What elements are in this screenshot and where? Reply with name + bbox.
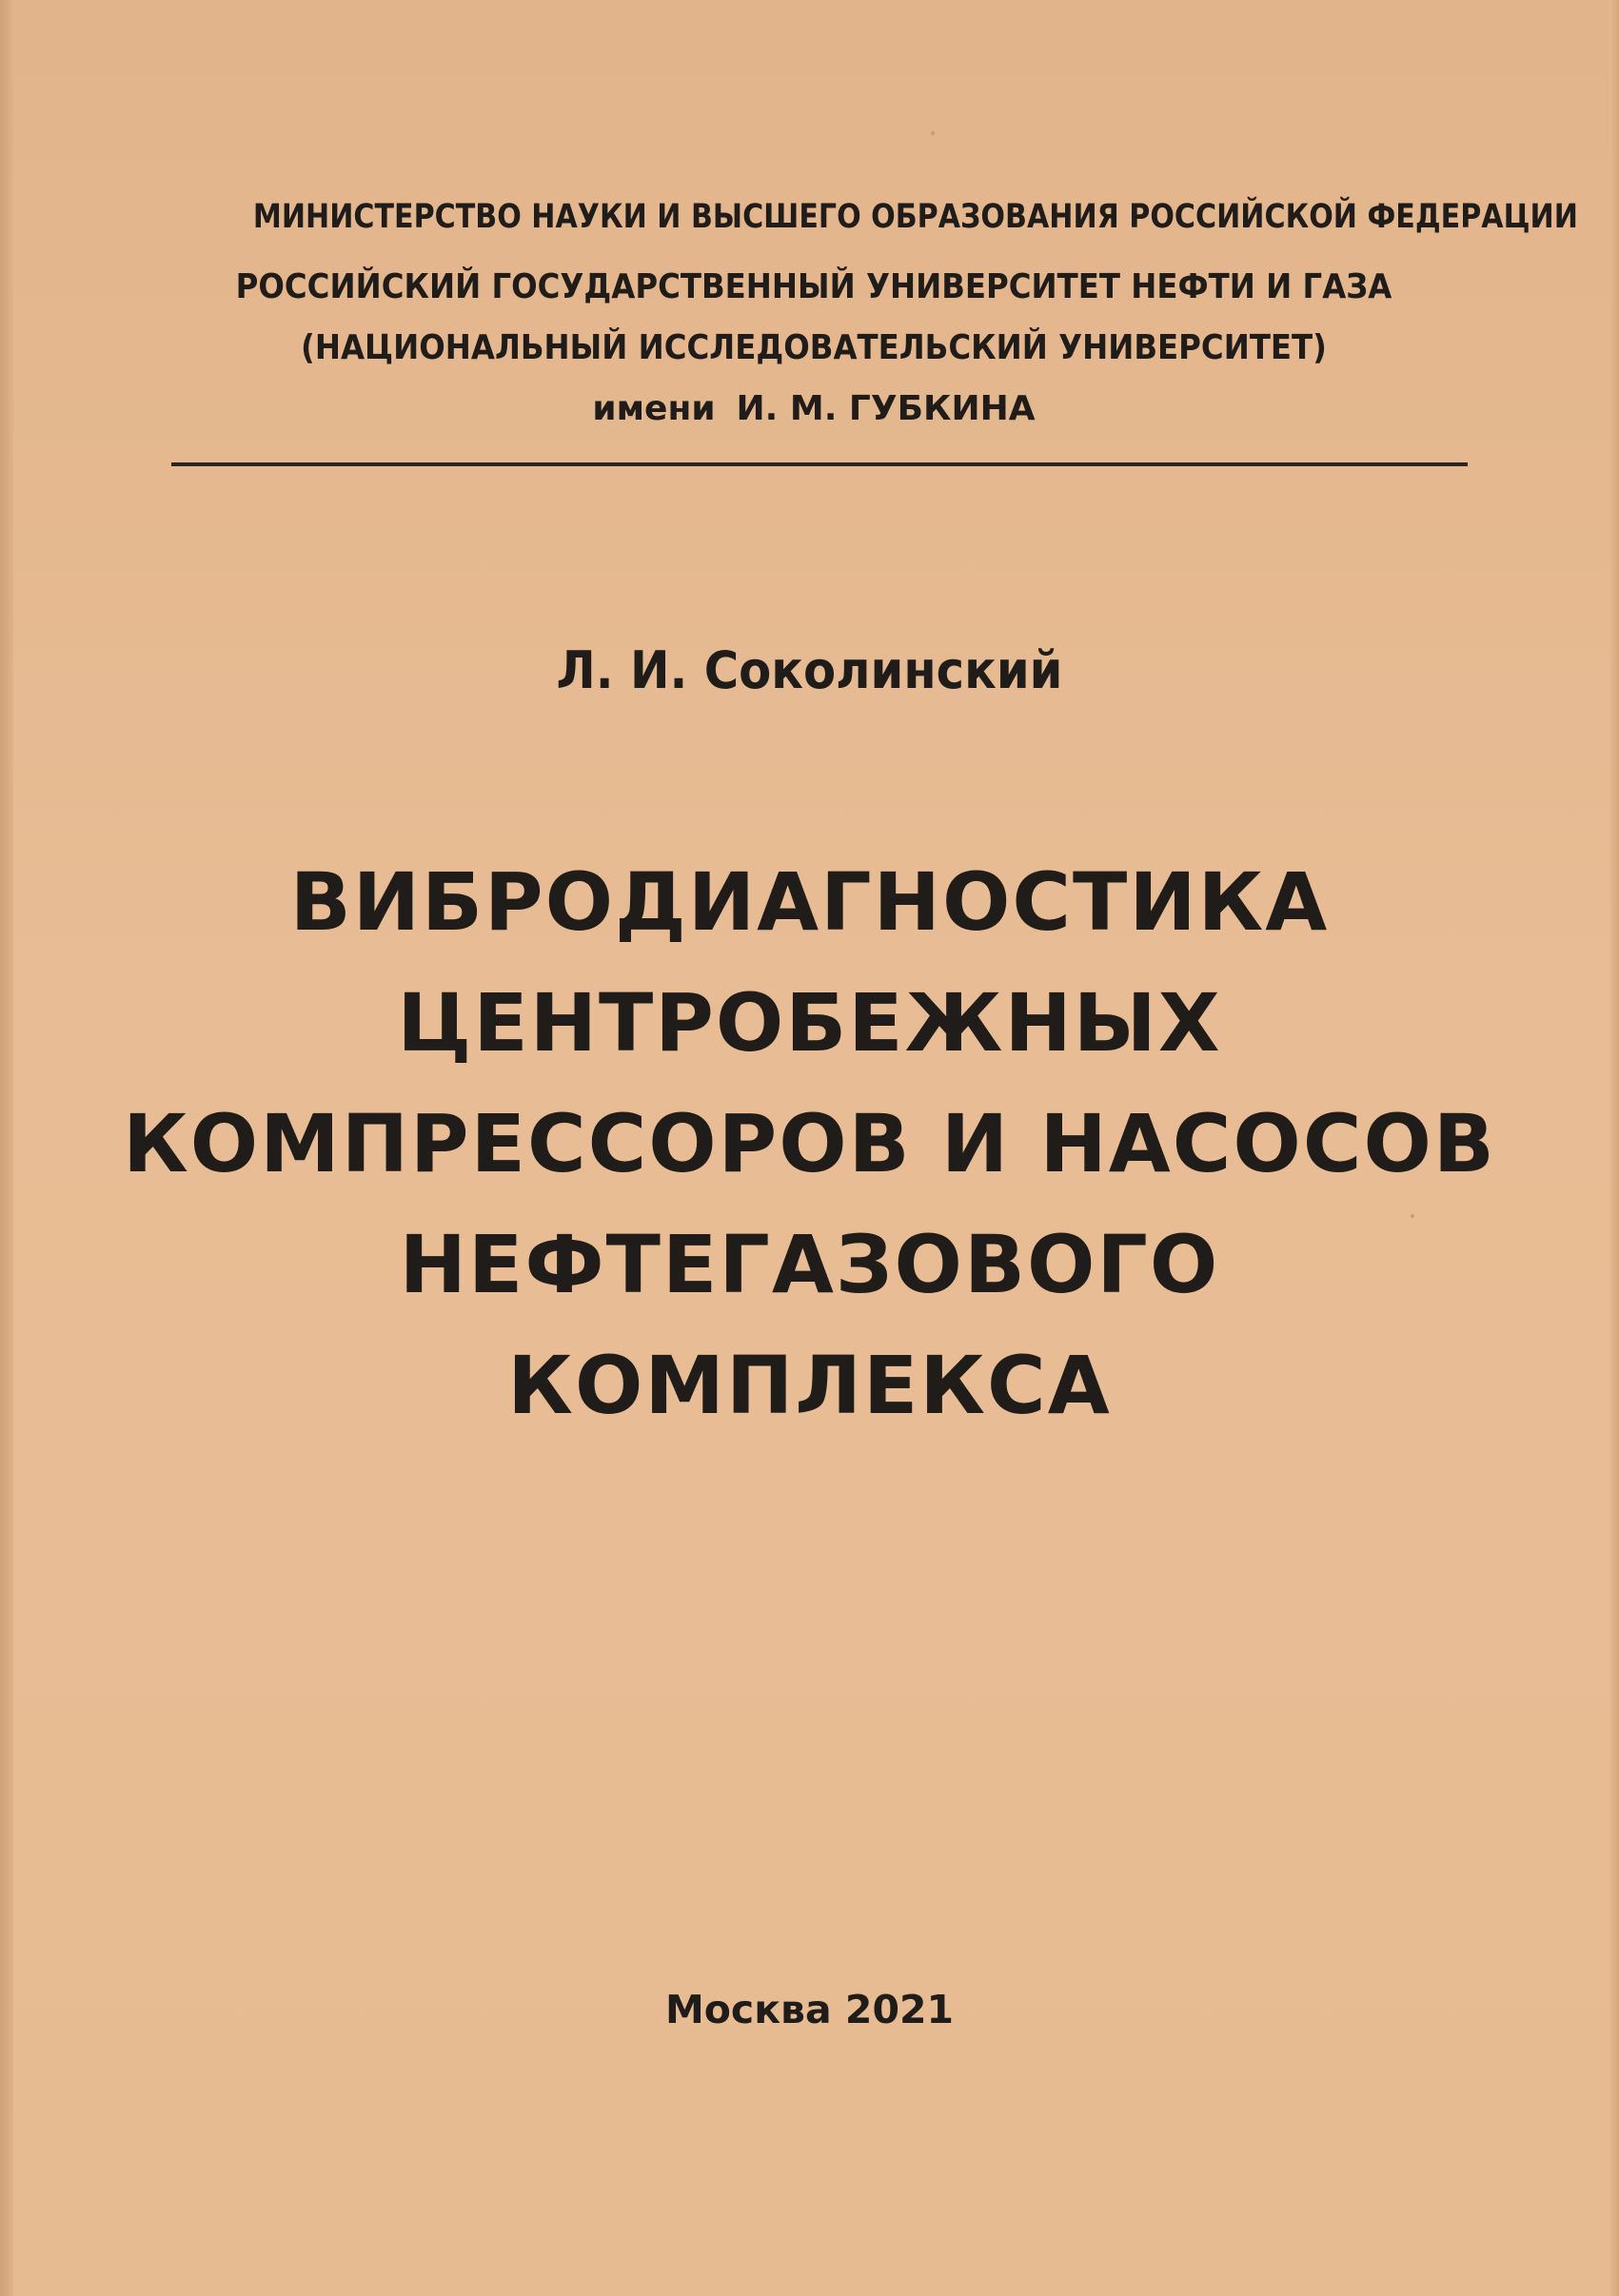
title-line: НЕФТЕГАЗОВОГО — [399, 1218, 1220, 1311]
book-title — [0, 842, 1619, 1446]
title-line: КОМПРЕССОРОВ И НАСОСОВ — [123, 1097, 1496, 1190]
named-prefix: имени — [592, 389, 716, 428]
university-status: (НАЦИОНАЛЬНЫЙ ИССЛЕДОВАТЕЛЬСКИЙ УНИВЕРСИТЕТ) — [301, 328, 1327, 367]
author-name: Л. И. Соколинский — [556, 640, 1063, 700]
ministry-name: МИНИСТЕРСТВО НАУКИ И ВЫСШЕГО ОБРАЗОВАНИЯ РОССИЙСКОЙ ФЕДЕРАЦИИ — [252, 198, 1578, 236]
university-name: РОССИЙСКИЙ ГОСУДАРСТВЕННЫЙ УНИВЕРСИТЕТ НЕФТИ И ГАЗА — [235, 267, 1392, 306]
publication-place-year: Москва 2021 — [664, 1987, 955, 2032]
title-line: КОМПЛЕКСА — [507, 1339, 1112, 1432]
named-person: И. М. ГУБКИНА — [736, 389, 1036, 428]
university-named-after — [162, 383, 1466, 436]
title-line: ЦЕНТРОБЕЖНЫХ — [397, 976, 1222, 1070]
paper-speck — [1411, 1214, 1414, 1218]
paper-speck — [931, 131, 935, 135]
publisher-header — [162, 190, 1578, 436]
title-line: ВИБРОДИАГНОСТИКА — [289, 855, 1330, 949]
header-divider — [171, 462, 1468, 466]
